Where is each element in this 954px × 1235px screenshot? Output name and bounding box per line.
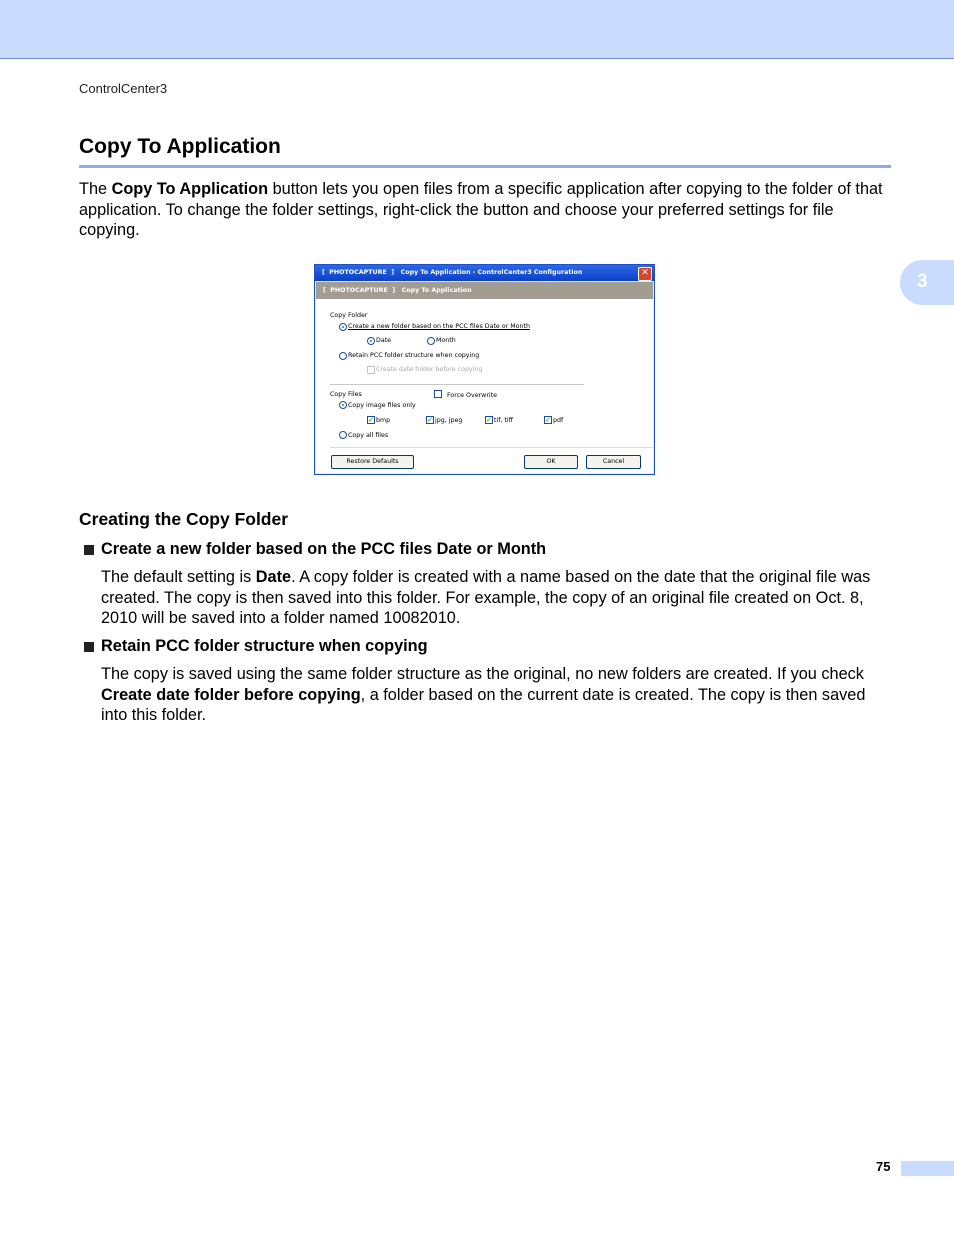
item-heading-create-new-folder: Create a new folder based on the PCC files Date or Month (101, 540, 547, 558)
item-paragraph-retain-structure (101, 664, 896, 726)
section-title-rule (79, 165, 891, 168)
dialog-title-bar (315, 265, 654, 281)
dialog-separator (330, 384, 584, 385)
intro-text-end: button lets you open files from a specific application after copying to the folder of that application. To change the folder settings, right-click the button and choose your preferred settings for file copying. (79, 180, 883, 239)
date-label: Date (376, 337, 392, 344)
radio-create-new-folder[interactable] (339, 323, 347, 331)
checkbox-bmp[interactable]: ✓ (368, 416, 374, 424)
square-bullet-icon (84, 545, 94, 555)
retain-structure-label: Retain PCC folder structure when copying (348, 352, 480, 359)
dialog-header-band (316, 282, 653, 299)
create-new-folder-label: Create a new folder based on the PCC files Date or Month (348, 323, 530, 330)
intro-text-bold: Copy To Application (111, 180, 269, 198)
jpg-label: jpg, jpeg (435, 417, 463, 424)
radio-copy-all-files[interactable] (339, 431, 347, 439)
item-text-end: . A copy folder is created with a name based on the date that the original file was created. The copy is then saved into this folder. For example, the copy of an original file created on Oct. 8, 2010 will be saved into a folder named 10082010. (101, 568, 871, 627)
footer-band (901, 1161, 954, 1176)
month-label: Month (436, 337, 456, 344)
force-overwrite-label: Force Overwrite (447, 392, 498, 399)
dialog-panel (316, 299, 653, 473)
copy-files-label: Copy Files (330, 391, 362, 398)
radio-copy-image-only[interactable] (339, 401, 347, 409)
cancel-button[interactable]: Cancel (586, 455, 641, 469)
dialog-bottom-separator (330, 447, 653, 448)
checkbox-force-overwrite[interactable] (434, 390, 442, 398)
item-heading-retain-structure: Retain PCC folder structure when copying (101, 637, 428, 655)
chapter-tab (900, 260, 954, 305)
dialog-header-label: [ PHOTOCAPTURE ] Copy To Application (323, 287, 472, 294)
copy-to-application-dialog (314, 264, 655, 475)
intro-text-start: The (79, 180, 112, 198)
checkbox-tif[interactable]: ✓ (486, 416, 492, 424)
intro-paragraph (79, 179, 894, 241)
restore-defaults-button[interactable]: Restore Defaults (331, 455, 414, 469)
running-header: ControlCenter3 (79, 81, 168, 96)
checkbox-create-date-folder[interactable] (367, 366, 375, 374)
item-text-bold: Date (255, 568, 292, 586)
square-bullet-icon (84, 642, 94, 652)
item-text-end: , a folder based on the current date is created. The copy is then saved into this folder. (101, 685, 866, 724)
tif-label: tif, tiff (494, 417, 513, 424)
radio-retain-structure[interactable] (339, 352, 347, 360)
close-icon[interactable]: ✕ (638, 267, 652, 281)
chapter-number: 3 (917, 271, 928, 292)
create-date-folder-label: Create date folder before copying (376, 366, 483, 373)
header-band (0, 0, 954, 59)
subsection-title: Creating the Copy Folder (79, 509, 289, 529)
item-text-start: The default setting is (101, 568, 256, 586)
item-text-bold: Create date folder before copying (101, 685, 361, 704)
section-title: Copy To Application (79, 135, 281, 158)
radio-date[interactable] (367, 337, 375, 345)
item-paragraph-create-new-folder (101, 567, 896, 629)
copy-folder-label: Copy Folder (330, 312, 368, 319)
page-number: 75 (876, 1159, 891, 1174)
checkbox-pdf[interactable]: ✓ (545, 416, 551, 424)
ok-button[interactable]: OK (524, 455, 578, 469)
checkbox-jpg[interactable]: ✓ (427, 416, 433, 424)
radio-month[interactable] (427, 337, 435, 345)
dialog-title: [ PHOTOCAPTURE ] Copy To Application - ControlCenter3 Configuration (322, 269, 583, 276)
pdf-label: pdf (553, 417, 564, 424)
copy-image-only-label: Copy image files only (348, 402, 416, 409)
copy-all-files-label: Copy all files (348, 432, 389, 439)
bmp-label: bmp (376, 417, 391, 424)
item-text-start: The copy is saved using the same folder structure as the original, no new folders are created. If you check (101, 665, 864, 683)
